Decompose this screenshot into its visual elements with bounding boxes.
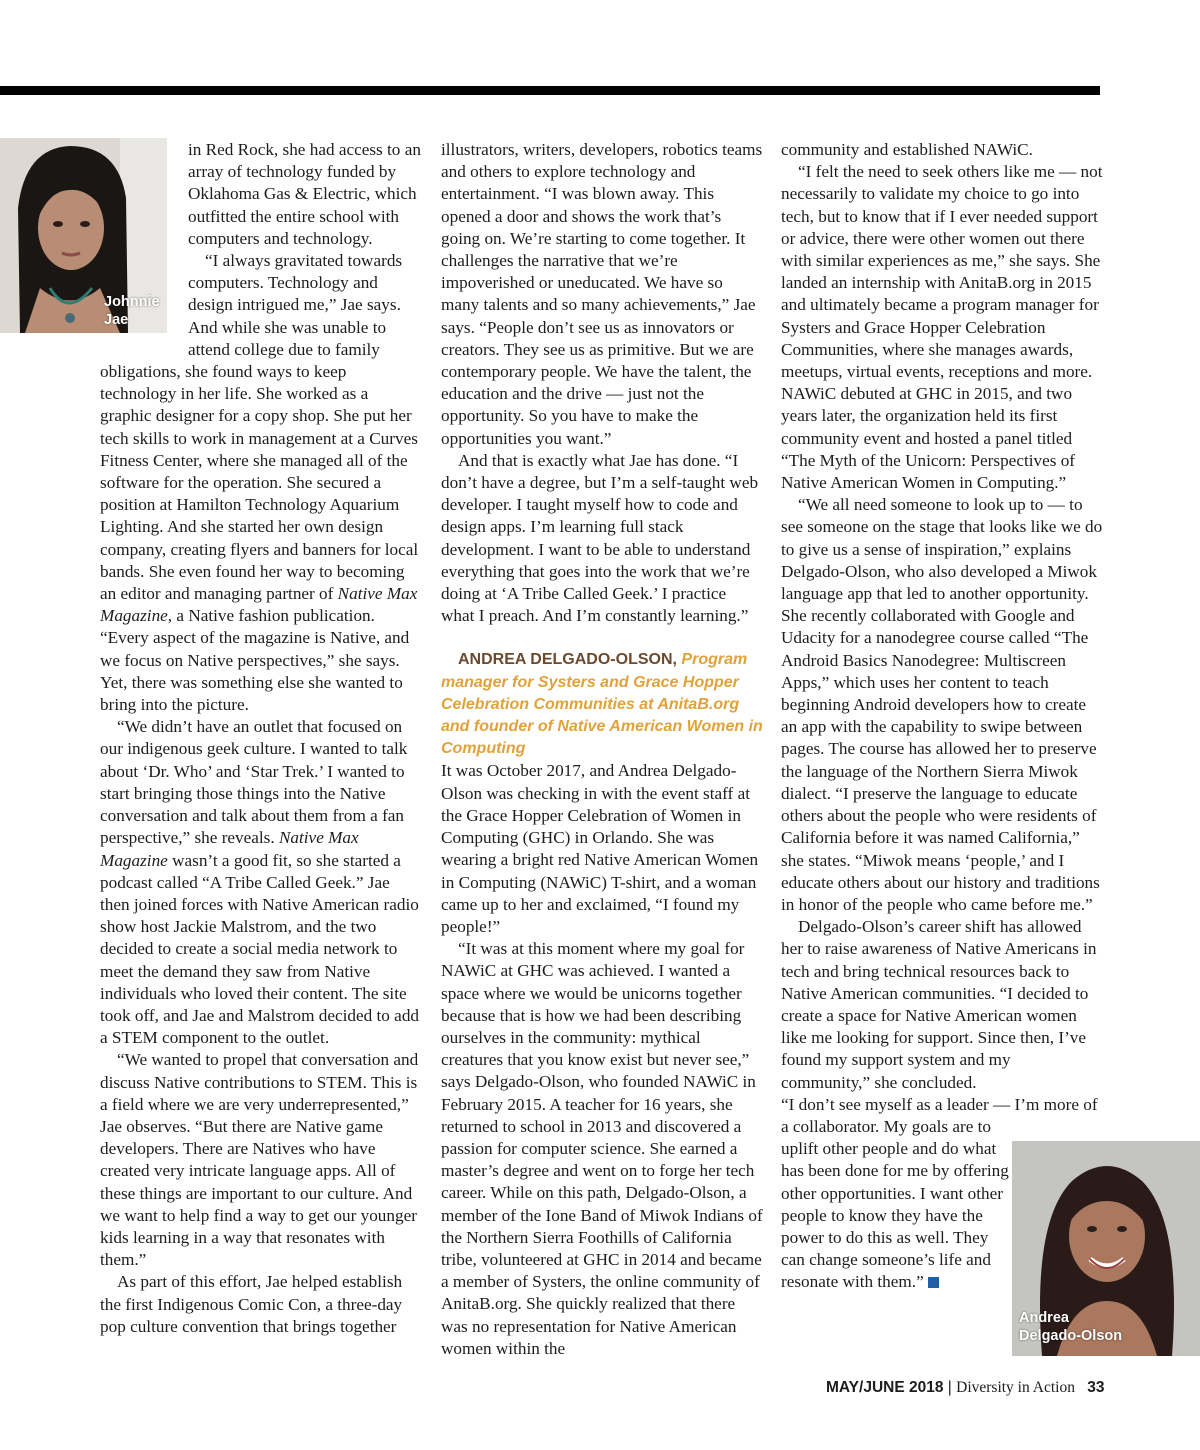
page-footer [826,1379,1105,1397]
section-heading [441,649,763,760]
text-run: “I always gravitated towards computers. Technology and design intrigued me,” Jae says. And while she was unable to attend college due to family obligations, she found ways to keep technology in her life. She worked as a graphic designer for a copy shop. She put her tech skills to work in management at a Curves Fitness Center, where she managed all of the software for the operation. She secured a position at Hamilton Technology Aquarium Lighting. And she started her own design company, creating flyers and banners for local bands. She even found her way to becoming an editor and managing partner of [100,251,419,604]
publication-title: Diversity in Action [956,1379,1075,1396]
caption-line: Andrea [1019,1310,1069,1326]
paragraph: And that is exactly what Jae has done. “I don’t have a degree, but I’m a self-taught web developer. I taught myself how to code and design apps. I’m learning full stack development. I want to be able to understand everything that goes into the work that we’re doing at ‘A Tribe Called Geek.’ I practice what I preach. And I’m constantly learning.” [441,450,759,626]
page-number: 33 [1087,1379,1105,1396]
paragraph: community and established NAWiC. [781,140,1033,159]
paragraph: It was October 2017, and Andrea Delgado-Olson was checking in with the event staff at the Grace Hopper Celebration of Women in Computing (GHC) in Orlando. She was wearing a bright red Native American Women in Computing (NAWiC) T-shirt, and a woman came up to her and exclaimed, “I found my people!” [441,761,759,936]
article-column-3 [781,139,1103,1359]
paragraph: “I felt the need to seek others like me — not necessarily to validate my choice to go into tech, but to know that if I ever needed support or advice, there were other women out there with similar experiences as me,” she says. She landed an internship with AnitaB.org in 2015 and ultimately became a program manager for Systers and Grace Hopper Celebration Communities, where she manages awards, meetups, virtual events, receptions and more. NAWiC debuted at GHC in 2015, and two years later, the organization held its first community event and hosted a panel titled “The Myth of the Unicorn: Perspectives of Native American Women in Computing.” [781,162,1103,493]
text-run: “I don’t see myself as a leader — I’m more of a collaborator. My goals are to uplift other people and do what has been done for me by offering other opportunities. I want other people to know they have the power to do this as well. They can change someone’s life and resonate with them.” [781,1094,1098,1292]
paragraph: “We wanted to propel that conversation and discuss Native contributions to STEM. This is a field where we are very underrepresented,” Jae observes. “But there are Native game developers. There are Natives who have created very intricate language apps. All of these things are important to our culture. And we want to help find a way to get our younger kids learning in a way that resonates with them.” [100,1050,419,1270]
article-column-1 [100,139,422,1338]
footer-separator: | [947,1379,952,1396]
end-mark-icon [928,1277,939,1288]
heading-role: Program manager for Systers and Grace Hopper Celebration Communities at AnitaB.org and founder of Native American Women in Computing [441,651,763,758]
photo-spacer [1011,1127,1103,1359]
caption-line: Jae [104,312,129,328]
publication-name: Native Max Magazine [100,584,418,626]
text-run: , a Native fashion publication. “Every aspect of the magazine is Native, and we focus on Native perspectives,” she says. Yet, there was something else she wanted to bring into the picture. [100,606,410,715]
publication-name: Native Max Magazine [100,828,359,870]
paragraph: Delgado-Olson’s career shift has allowed her to raise awareness of Native Americans in tech and bring technical resources back to Native American communities. “I decided to create a space for Native American women like me looking for support. Since then, I’ve found my support system and my community,” she concluded. [781,917,1097,1092]
paragraph: As part of this effort, Jae helped establish the first Indigenous Comic Con, a three-day pop culture convention that brings together [100,1272,403,1336]
paragraph: in Red Rock, she had access to an array of technology funded by Oklahoma Gas & Electric, which outfitted the entire school with computers and technology. [188,140,421,248]
section-gap [441,627,763,649]
top-rule [0,86,1100,95]
heading-name: ANDREA DELGADO-OLSON, [458,651,677,669]
photo-spacer [100,139,188,360]
caption-line: Delgado-Olson [1019,1328,1123,1344]
text-run: wasn’t a good fit, so she started a podcast called “A Tribe Called Geek.” Jae then joined forces with Native American radio show host Jackie Malstrom, and the two decided to create a social media network to meet the demand they saw from Native individuals who loved their content. The site took off, and Jae and Malstrom decided to add a STEM component to the outlet. [100,850,420,1048]
caption-line: Johnnie [104,294,160,310]
article-column-2 [441,139,763,1360]
paragraph: illustrators, writers, developers, robotics teams and others to explore technology and entertainment. “I was blown away. This opened a door and shows the work that’s going on. We’re starting to come together. It challenges the narrative that we’re impoverished or uneducated. We have so many talents and so many achievements,” Jae says. “People don’t see us as innovators or creators. They see us as primitive. But we are contemporary people. We have the talent, the education and the drive — just not the opportunity. So you have to make the opportunities you want.” [441,140,763,448]
issue-date: MAY/JUNE 2018 [826,1379,944,1396]
paragraph [100,716,422,1049]
paragraph: “It was at this moment where my goal for NAWiC at GHC was achieved. I wanted a space where we would be unicorns together because that is how we had been describing ourselves in the community: mythical creatures that you know exist but never see,” says Delgado-Olson, who founded NAWiC in February 2015. A teacher for 16 years, she returned to school in 2013 and discovered a passion for computer science. She earned a master’s degree and went on to forge her tech career. While on this path, Delgado-Olson, a member of the Ione Band of Miwok Indians of the Northern Sierra Foothills of California tribe, volunteered at GHC in 2014 and became a member of Systers, the online community of AnitaB.org. She quickly realized that there was no representation for Native American women within the [441,939,763,1358]
text-run: “We didn’t have an outlet that focused on our indigenous geek culture. I wanted to talk about ‘Dr. Who’ and ‘Star Trek.’ I wanted to start bringing those things into the Native conversation and talk about them from a fan perspective,” she reveals. [100,717,408,848]
paragraph: “We all need someone to look up to — to see someone on the stage that looks like we do to give us a sense of inspiration,” explains Delgado-Olson, who also developed a Miwok language app that led to another opportunity. She recently collaborated with Google and Udacity for a nanodegree course called “The Android Basics Nanodegree: Multiscreen Apps,” which uses her content to teach beginning Android developers how to create an app with the capability to swipe between pages. The course has allowed her to preserve the language of the Northern Sierra Miwok dialect. “I preserve the language to educate others about the people who were residents of California before it was named California,” she states. “Miwok means ‘people,’ and I educate others about our history and traditions in honor of the people who came before me.” [781,495,1103,914]
